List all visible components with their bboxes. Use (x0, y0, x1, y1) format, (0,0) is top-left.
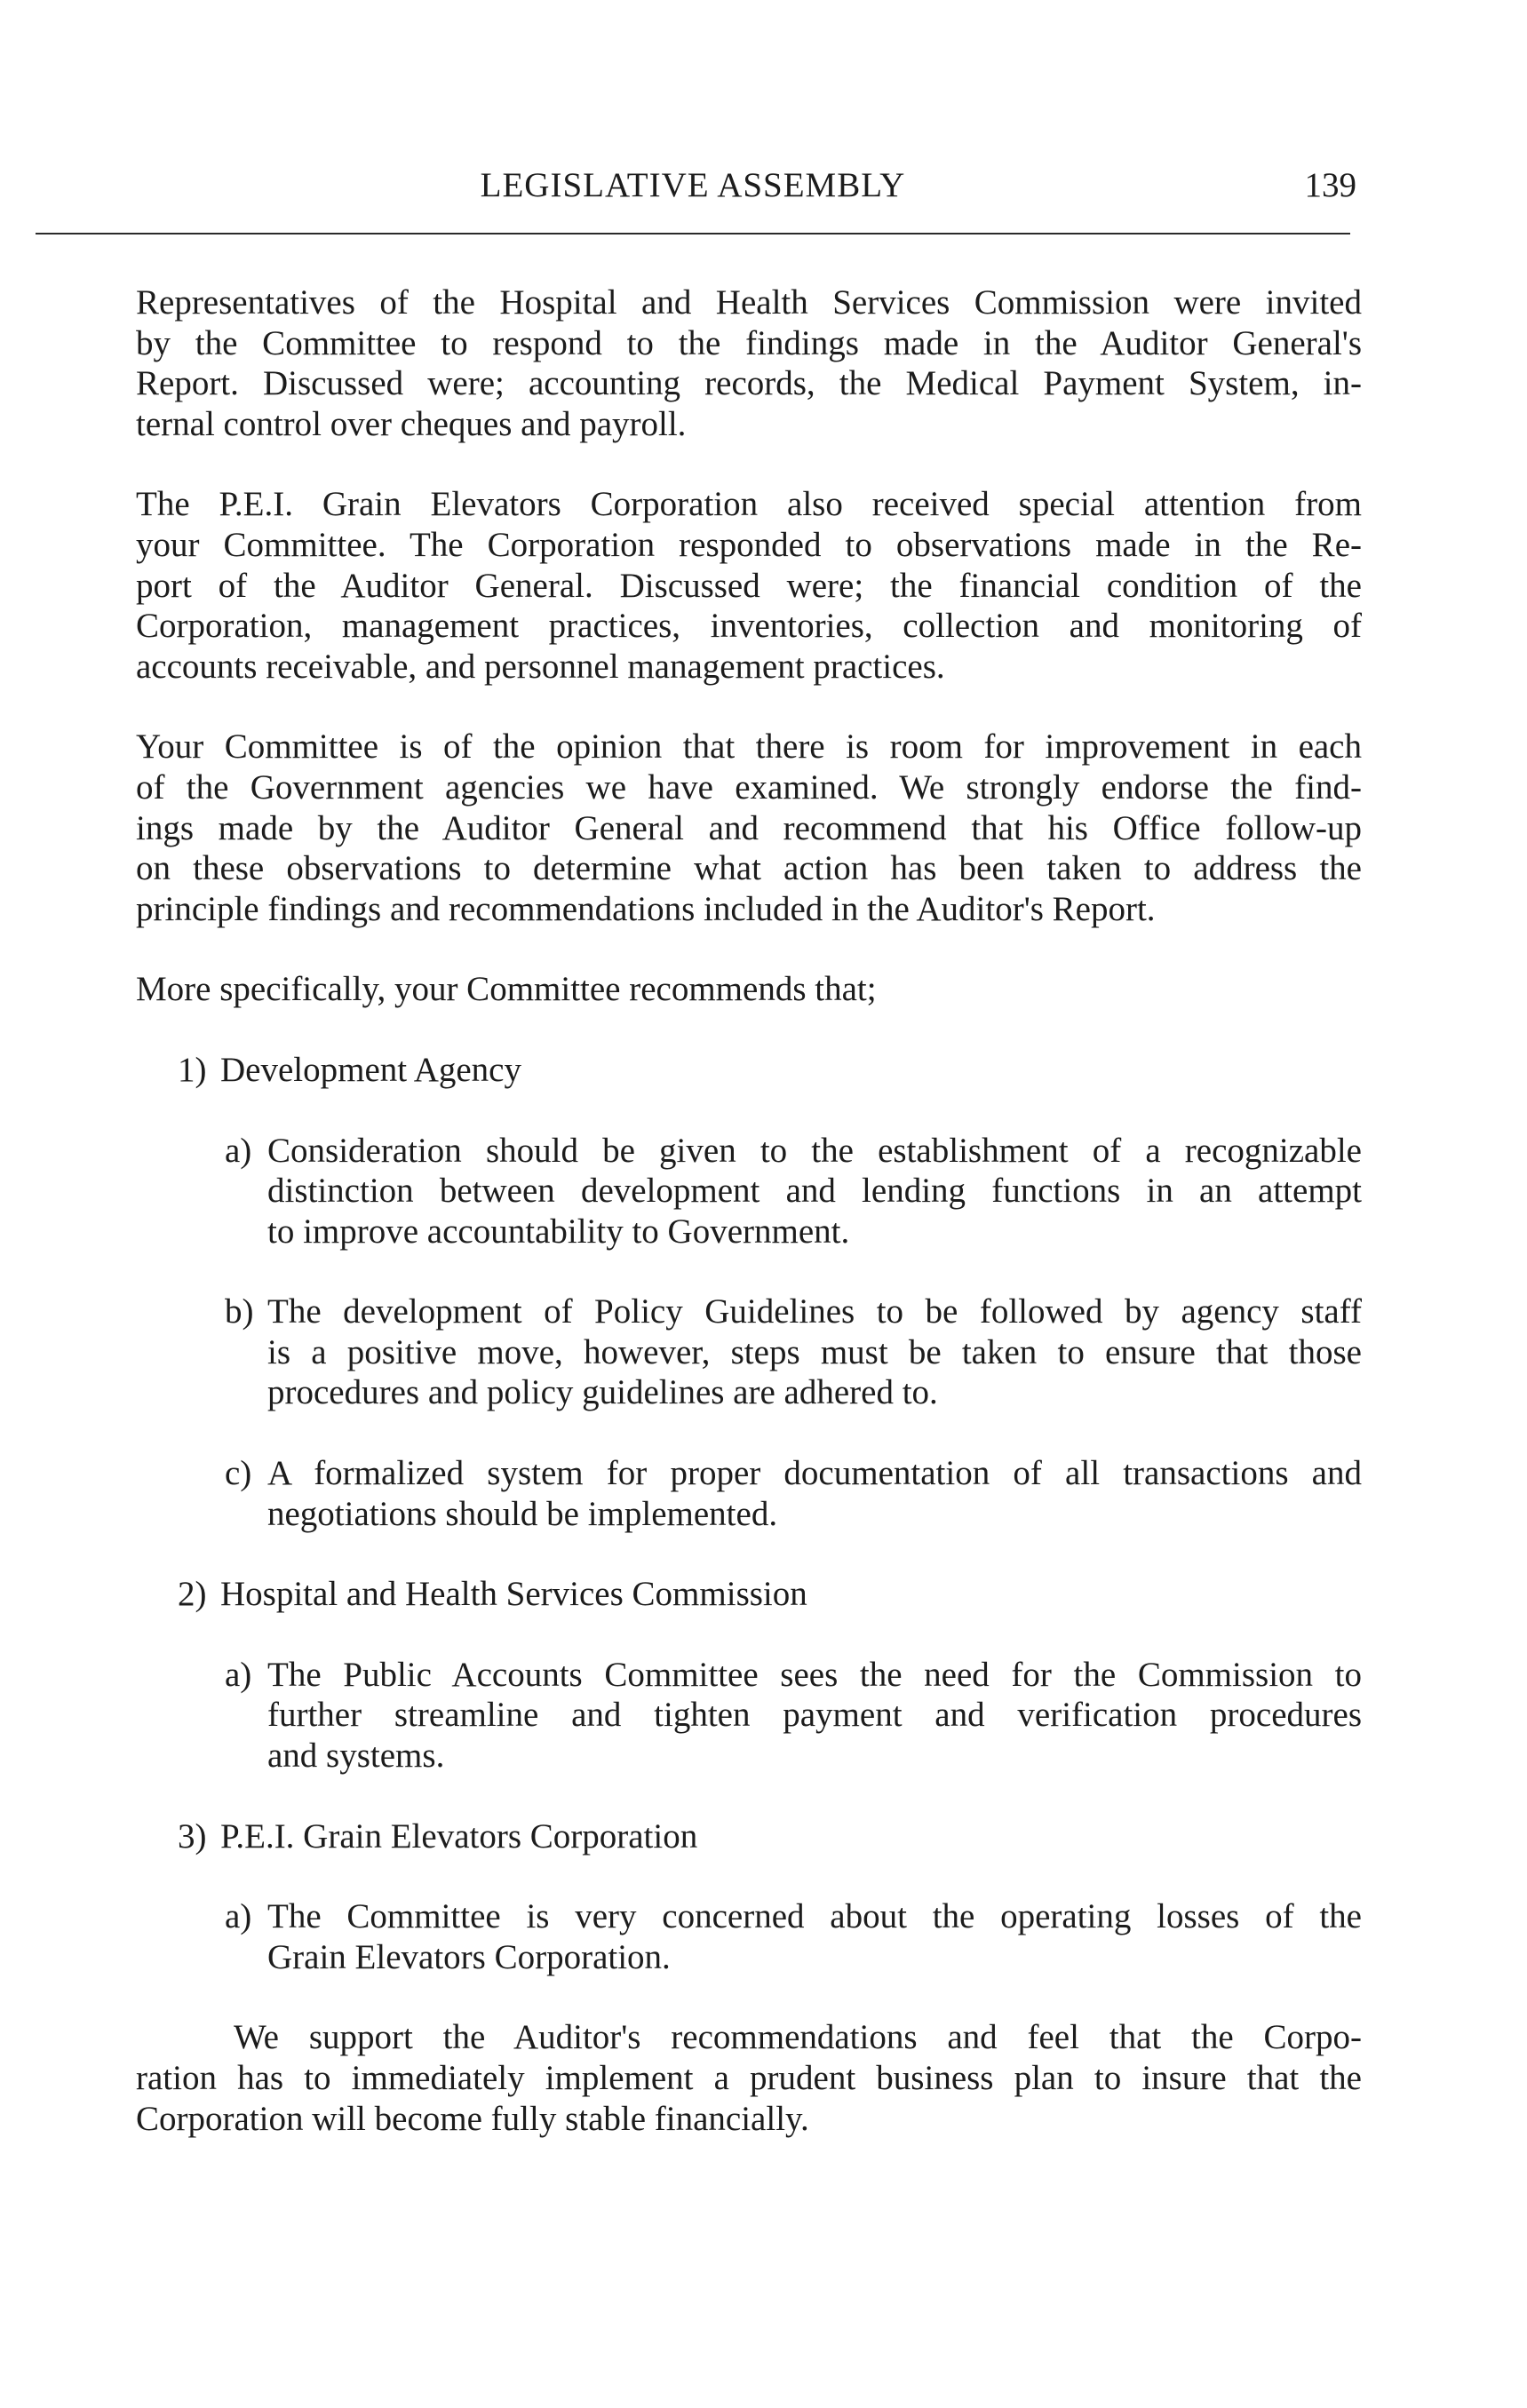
text-line: ration has to immediately implement a prudent business plan to insure that the (136, 2059, 1362, 2097)
text-line: The Public Accounts Committee sees the need for the Commission to (267, 1655, 1362, 1694)
text-line: procedures and policy guidelines are adhered to. (267, 1373, 938, 1412)
recommendation-item (136, 1655, 1362, 1776)
text-line: Representatives of the Hospital and Health Services Commission were invited (136, 283, 1362, 322)
text-line: your Committee. The Corporation responded to observations made in the Re- (136, 525, 1362, 564)
list-marker: c) (225, 1454, 252, 1493)
text-line: is a positive move, however, steps must be taken to ensure that those (267, 1332, 1362, 1371)
recommendation-item (136, 1453, 1362, 1534)
text-line: Your Committee is of the opinion that there is room for improvement in each (136, 727, 1362, 767)
text-line: on these observations to determine what action has been taken to address the (136, 849, 1362, 888)
text-line: Corporation will become fully stable financially. (136, 2099, 809, 2138)
header-rule (36, 233, 1350, 234)
text-line: A formalized system for proper documentation of all transactions and (267, 1454, 1362, 1493)
paragraph-recommends-intro (136, 969, 1362, 1010)
recommendation-item (136, 1291, 1362, 1413)
recommendation-hospital-commission (136, 1574, 1362, 1615)
list-marker: a) (225, 1897, 252, 1936)
recommendation-item (136, 1896, 1362, 1977)
text-line: accounts receivable, and personnel management practices. (136, 647, 945, 686)
text-line: The Committee is very concerned about the operating losses of the (267, 1897, 1362, 1936)
list-marker: 1) (178, 1050, 207, 1089)
text-line: Grain Elevators Corporation. (267, 1937, 671, 1976)
text-line: by the Committee to respond to the findings made in the Auditor General's (136, 323, 1362, 362)
text-line: The development of Policy Guidelines to be followed by agency staff (267, 1292, 1362, 1331)
text-line: ternal control over cheques and payroll. (136, 404, 687, 443)
text-line: Consideration should be given to the establishment of a recognizable (267, 1131, 1362, 1170)
text-line: We support the Auditor's recommendations and feel that the Corpo- (234, 2018, 1362, 2057)
text-line: The P.E.I. Grain Elevators Corporation also received special attention from (136, 485, 1362, 524)
page-body (136, 282, 1362, 2179)
recommendation-title: P.E.I. Grain Elevators Corporation (220, 1816, 698, 1856)
text-line: Corporation, management practices, inventories, collection and monitoring of (136, 607, 1362, 646)
running-head-title: LEGISLATIVE ASSEMBLY (480, 166, 906, 204)
recommendation-item (136, 1131, 1362, 1252)
paragraph-hospital-commission (136, 282, 1362, 444)
paragraph-grain-elevators (136, 484, 1362, 687)
text-line: More specifically, your Committee recommends that; (136, 970, 877, 1009)
text-line: further streamline and tighten payment and verification procedures (267, 1696, 1362, 1735)
recommendation-development-agency (136, 1050, 1362, 1091)
text-line: and systems. (267, 1736, 445, 1776)
recommendation-grain-elevators (136, 1816, 1362, 1857)
text-line: port of the Auditor General. Discussed were; the financial condition of the (136, 566, 1362, 605)
text-line: principle findings and recommendations included in the Auditor's Report. (136, 889, 1156, 928)
paragraph-closing (136, 2017, 1362, 2139)
paragraph-committee-opinion (136, 727, 1362, 929)
page-header (0, 158, 1527, 211)
page-number: 139 (1304, 166, 1356, 204)
list-marker: a) (225, 1131, 252, 1170)
text-line: to improve accountability to Government. (267, 1212, 850, 1251)
text-line: of the Government agencies we have examined. We strongly endorse the find- (136, 767, 1362, 807)
text-line: negotiations should be implemented. (267, 1494, 778, 1533)
text-line: Report. Discussed were; accounting records, the Medical Payment System, in- (136, 364, 1362, 403)
list-marker: 3) (178, 1816, 207, 1856)
text-line: distinction between development and lending functions in an attempt (267, 1172, 1362, 1211)
list-marker: 2) (178, 1575, 207, 1614)
text-line: ings made by the Auditor General and recommend that his Office follow-up (136, 808, 1362, 847)
list-marker: a) (225, 1655, 252, 1694)
recommendation-title: Development Agency (220, 1050, 521, 1089)
recommendation-title: Hospital and Health Services Commission (220, 1575, 807, 1614)
list-marker: b) (225, 1292, 254, 1331)
